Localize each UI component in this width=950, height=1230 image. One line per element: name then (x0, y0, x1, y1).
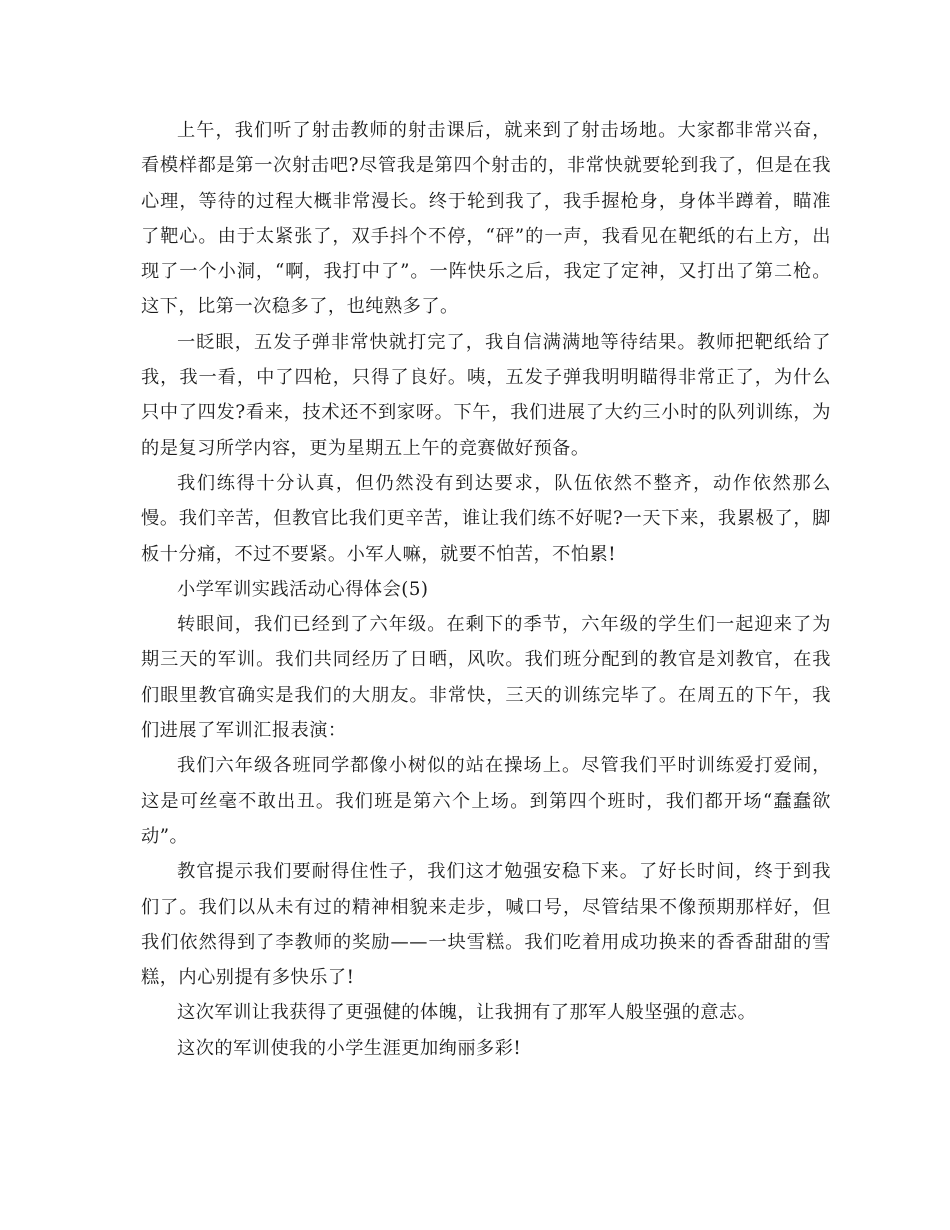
paragraph-gains: 这次军训让我获得了更强健的体魄，让我拥有了那军人般坚强的意志。 (177, 1002, 757, 1024)
section-heading: 小学军训实践活动心得体会(5) (177, 578, 429, 600)
paragraph-performance-reward: 教官提示我们要耐得住性子，我们这才勉强安稳下来。了好长时间，终于到我们了。我们以从未有过的精神相貌来走步，喊口号，尽管结果不像预期那样好，但我们依然得到了李教师的奖励——一块雪糕。我们吃着用成功换来的香香甜甜的雪糕，内心别提有多快乐了! (141, 861, 831, 989)
paragraph-drill-training: 我们练得十分认真，但仍然没有到达要求，队伍依然不整齐，动作依然那么慢。我们辛苦，但教官比我们更辛苦，谁让我们练不好呢?一天下来，我累极了，脚板十分痛，不过不要紧。小军人嘛，就要不怕苦，不怕累! (141, 472, 831, 565)
paragraph-shooting-practice: 上午，我们听了射击教师的射击课后，就来到了射击场地。大家都非常兴奋，看模样都是第一次射击吧?尽管我是第四个射击的，非常快就要轮到我了，但是在我心理，等待的过程大概非常漫长。终于轮到我了，我手握枪身，身体半蹲着，瞄准了靶心。由于太紧张了，双手抖个不停，“砰”的一声，我看见在靶纸的右上方，出现了一个小洞，“啊，我打中了”。一阵快乐之后，我定了定神，又打出了第二枪。这下，比第一次稳多了，也纯熟多了。 (141, 120, 831, 318)
paragraph-standing-on-field: 我们六年级各班同学都像小树似的站在操场上。尽管我们平时训练爱打爱闹，这是可丝毫不敢出丑。我们班是第六个上场。到第四个班时，我们都开场“蠢蠢欲动”。 (141, 755, 831, 847)
document-body (141, 113, 831, 1066)
paragraph-shooting-result: 一眨眼，五发子弹非常快就打完了，我自信满满地等待结果。教师把靶纸给了我，我一看，中了四枪，只得了良好。咦，五发子弹我明明瞄得非常正了，为什么只中了四发?看来，技术还不到家呀。下午，我们进展了大约三小时的队列训练，为的是复习所学内容，更为星期五上午的竞赛做好预备。 (141, 331, 831, 459)
paragraph-conclusion: 这次的军训使我的小学生涯更加绚丽多彩! (177, 1037, 522, 1059)
paragraph-sixth-grade-training: 转眼间，我们已经到了六年级。在剩下的季节，六年级的学生们一起迎来了为期三天的军训。我们共同经历了日晒，风吹。我们班分配到的教官是刘教官，在我们眼里教官确实是我们的大朋友。非常快，三天的训练完毕了。在周五的下午，我们进展了军训汇报表演： (141, 614, 831, 742)
